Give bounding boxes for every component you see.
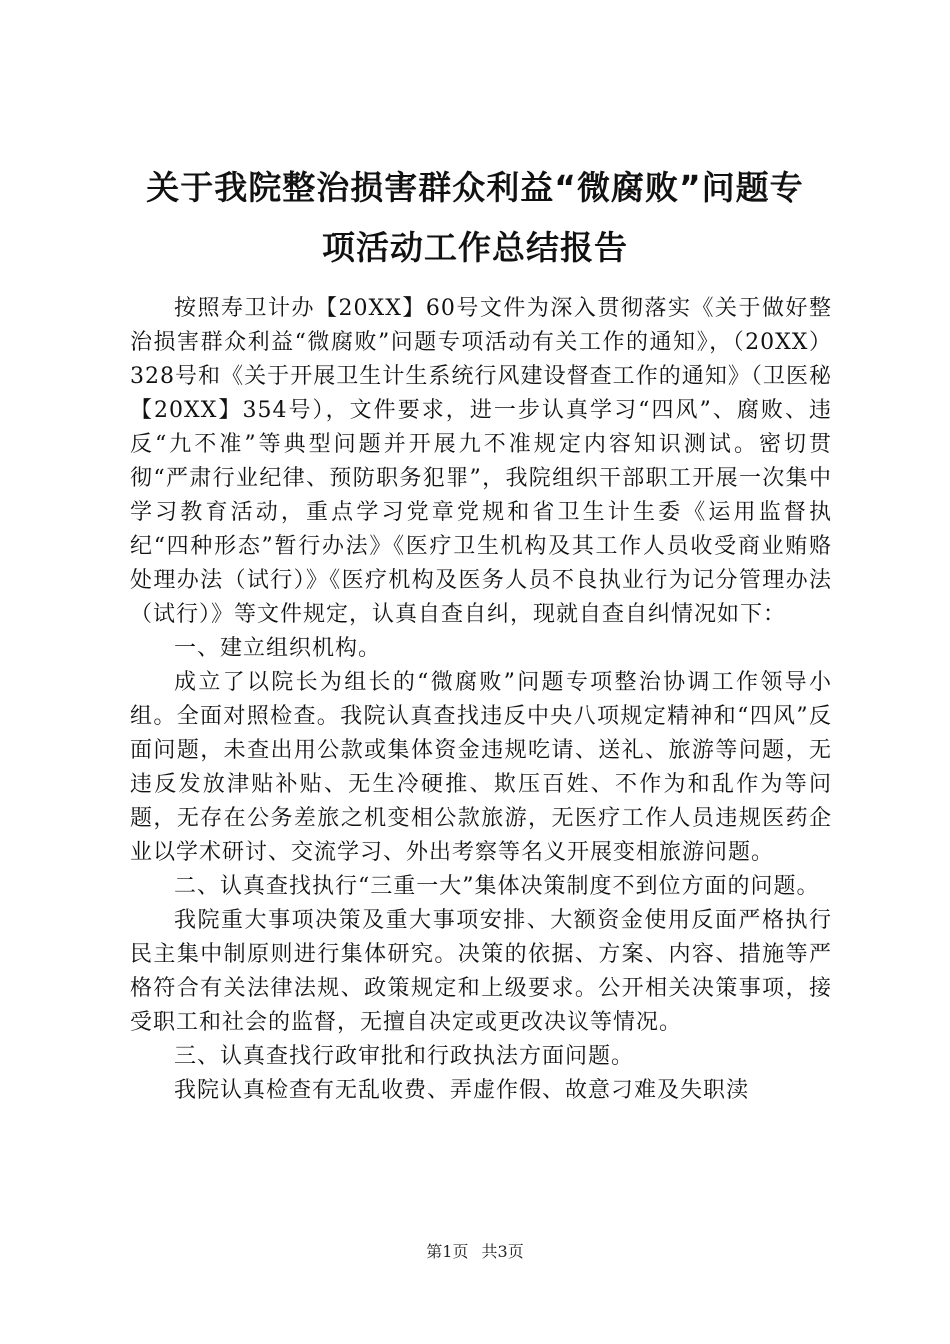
section-heading-3: 三、认真查找行政审批和行政执法方面问题。	[174, 1044, 635, 1069]
page-number: 第1页	[426, 1242, 469, 1261]
paragraph-section-2: 我院重大事项决策及重大事项安排、大额资金使用反面严格执行民主集中制原则进行集体研究。决策的依据、方案、内容、措施等严格符合有关法律法规、政策规定和上级要求。公开相关决策事项，接受职工和社会的监督，无擅自决定或更改决议等情况。	[130, 908, 832, 1035]
paragraph-section-1: 成立了以院长为组长的“微腐败”问题专项整治协调工作领导小组。全面对照检查。我院认真查找违反中央八项规定精神和“四风”反面问题，未查出用公款或集体资金违规吃请、送礼、旅游等问题，无违反发放津贴补贴、无生冷硬推、欺压百姓、不作为和乱作为等问题，无存在公务差旅之机变相公款旅游，无医疗工作人员违规医药企业以学术研讨、交流学习、外出考察等名义开展变相旅游问题。	[130, 670, 832, 865]
title-line-2: 项活动工作总结报告	[322, 228, 628, 267]
paragraph-intro: 按照寿卫计办【20XX】60号文件为深入贯彻落实《关于做好整治损害群众利益“微腐败”问题专项活动有关工作的通知》，（20XX）328号和《关于开展卫生计生系统行风建设督查工作的通知》（卫医秘【20XX】354号），文件要求，进一步认真学习“四风”、腐败、违反“九不准”等典型问题并开展九不准规定内容知识测试。密切贯彻“严肃行业纪律、预防职务犯罪”，我院组织干部职工开展一次集中学习教育活动，重点学习党章党规和省卫生计生委《运用监督执纪“四种形态”暂行办法》《医疗卫生机构及其工作人员收受商业贿赂处理办法（试行）》《医疗机构及医务人员不良执业行为记分管理办法（试行）》等文件规定，认真自查自纠，现就自查自纠情况如下：	[130, 296, 832, 627]
page-total: 共3页	[481, 1242, 524, 1261]
page-footer	[0, 1242, 950, 1262]
paragraph-section-3: 我院认真检查有无乱收费、弄虚作假、故意刁难及失职渎	[174, 1078, 750, 1103]
title-line-1: 关于我院整治损害群众利益“微腐败”问题专	[146, 168, 804, 207]
section-heading-2: 二、认真查找执行“三重一大”集体决策制度不到位方面的问题。	[174, 874, 820, 899]
document-title	[110, 158, 840, 278]
document-body	[130, 292, 832, 1108]
section-heading-1: 一、建立组织机构。	[174, 636, 382, 661]
